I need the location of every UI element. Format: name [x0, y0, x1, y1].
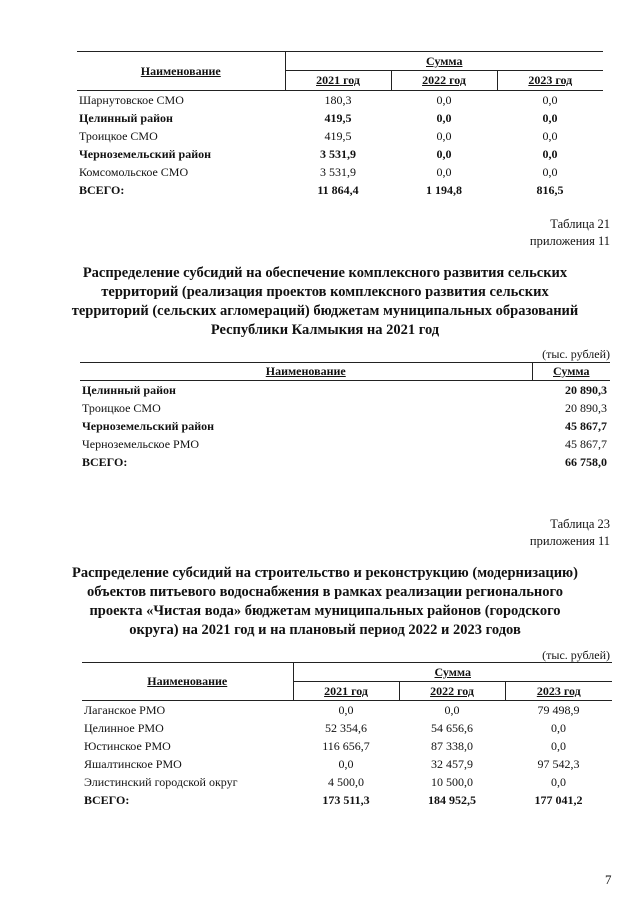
row-name: Троицкое СМО	[79, 128, 158, 143]
header-year: 2021 год	[293, 682, 399, 701]
row-value: 79 498,9	[537, 702, 580, 717]
header-name: Наименование	[80, 363, 532, 381]
row-value: 0,0	[436, 164, 452, 179]
title-line: округа) на 2021 год и на плановый период 2022 и 2023 годов	[129, 622, 521, 638]
row-value: 173 511,3	[322, 792, 370, 807]
caption-line: приложения 11	[529, 534, 610, 548]
row-value: 1 194,8	[426, 182, 462, 197]
title-line: Распределение субсидий на строительство и реконструкцию (модернизацию)	[72, 565, 578, 581]
row-name: Троицкое СМО	[82, 400, 161, 415]
row-value: 180,3	[324, 92, 352, 107]
header-sum: Сумма	[285, 52, 603, 71]
table-row	[82, 701, 612, 720]
table-row	[82, 773, 612, 791]
row-value: 419,5	[324, 128, 352, 143]
row-value: 116 656,7	[322, 738, 370, 753]
row-value: 3 531,9	[320, 164, 356, 179]
title-line: объектов питьевого водоснабжения в рамках реализации регионального	[86, 584, 564, 600]
row-name: Черноземельское РМО	[82, 436, 200, 451]
table-row	[82, 791, 612, 809]
row-value: 0,0	[542, 146, 558, 161]
row-value: 32 457,9	[431, 756, 473, 771]
row-value: 0,0	[444, 702, 460, 717]
table-row	[80, 435, 610, 453]
row-name: Целинный район	[79, 110, 173, 125]
table-21-title	[40, 264, 610, 340]
row-value: 0,0	[436, 110, 452, 125]
table-23	[82, 662, 612, 809]
row-name: Комсомольское СМО	[79, 164, 189, 179]
table-row	[80, 417, 610, 435]
table-row	[77, 127, 603, 145]
table-row	[82, 755, 612, 773]
table-row	[77, 145, 603, 163]
row-value: 54 656,6	[431, 720, 473, 735]
title-line: Распределение субсидий на обеспечение комплексного развития сельских	[82, 265, 568, 281]
table-row	[80, 399, 610, 417]
row-value: 0,0	[338, 756, 354, 771]
header-year: 2021 год	[285, 71, 391, 91]
table-row	[82, 737, 612, 755]
row-name: ВСЕГО:	[84, 792, 130, 807]
row-value: 87 338,0	[431, 738, 473, 753]
row-value: 0,0	[338, 702, 354, 717]
row-name: Черноземельский район	[82, 418, 215, 433]
row-value: 3 531,9	[320, 146, 356, 161]
table-row	[80, 453, 610, 471]
table-23-title	[40, 564, 610, 640]
table-23-caption	[530, 516, 610, 550]
table-row	[80, 381, 610, 400]
header-year: 2022 год	[399, 682, 505, 701]
row-value: 184 952,5	[428, 792, 476, 807]
row-value: 45 867,7	[565, 436, 607, 451]
row-name: Элистинский городской округ	[84, 774, 238, 789]
row-name: Шарнутовское СМО	[79, 92, 184, 107]
row-value: 66 758,0	[565, 454, 607, 469]
table-21	[80, 362, 610, 471]
row-value: 0,0	[542, 92, 558, 107]
header-year: 2023 год	[536, 683, 581, 698]
page-number: 7	[605, 872, 612, 887]
caption-line: Таблица 23	[550, 517, 610, 531]
table-row	[77, 163, 603, 181]
row-value: 0,0	[551, 738, 566, 753]
row-value: 0,0	[542, 128, 558, 143]
row-value: 0,0	[436, 92, 452, 107]
table-1-continuation	[77, 51, 603, 199]
row-value: 816,5	[536, 182, 564, 197]
row-value: 419,5	[324, 110, 352, 125]
row-name: Лаганское РМО	[84, 702, 166, 717]
row-value: 20 890,3	[565, 400, 607, 415]
row-value: 177 041,2	[534, 792, 583, 807]
row-value: 4 500,0	[328, 774, 364, 789]
header-year: 2022 год	[391, 71, 497, 91]
table-row	[82, 719, 612, 737]
header-year: 2023 год	[528, 73, 573, 87]
table-row	[77, 181, 603, 199]
title-line: Республики Калмыкия на 2021 год	[210, 322, 440, 338]
unit-label: (тыс. рублей)	[542, 648, 610, 662]
header-name: Наименование	[77, 52, 285, 91]
caption-line: Таблица 21	[550, 217, 610, 231]
row-value: 0,0	[551, 774, 566, 789]
header-name: Наименование	[82, 663, 293, 701]
row-value: 0,0	[436, 146, 452, 161]
row-name: Целинное РМО	[84, 720, 164, 735]
row-value: 0,0	[542, 110, 558, 125]
header-sum: Сумма	[293, 663, 612, 682]
caption-line: приложения 11	[529, 234, 610, 248]
row-value: 10 500,0	[431, 774, 473, 789]
row-value: 0,0	[551, 720, 566, 735]
row-value: 0,0	[542, 164, 558, 179]
unit-label: (тыс. рублей)	[542, 347, 610, 361]
row-name: Целинный район	[82, 382, 176, 397]
row-value: 45 867,7	[565, 418, 607, 433]
row-name: Яшалтинское РМО	[84, 756, 182, 771]
row-name: ВСЕГО:	[82, 454, 128, 469]
row-value: 97 542,3	[537, 756, 580, 771]
row-value: 11 864,4	[317, 182, 359, 197]
title-line: проекта «Чистая вода» бюджетам муниципальных районов (городского	[89, 603, 561, 619]
title-line: территорий (сельских агломераций) бюджетам муниципальных образований	[71, 303, 579, 319]
row-value: 52 354,6	[325, 720, 367, 735]
table-21-caption	[530, 216, 610, 250]
header-sum: Сумма	[553, 364, 590, 378]
row-name: Черноземельский район	[79, 146, 212, 161]
row-name: ВСЕГО:	[79, 182, 125, 197]
table-row	[77, 109, 603, 127]
row-value: 0,0	[436, 128, 452, 143]
row-value: 20 890,3	[565, 382, 607, 397]
title-line: территорий (реализация проектов комплексного развития сельских	[101, 284, 549, 300]
row-name: Юстинское РМО	[84, 738, 171, 753]
table-row	[77, 91, 603, 110]
